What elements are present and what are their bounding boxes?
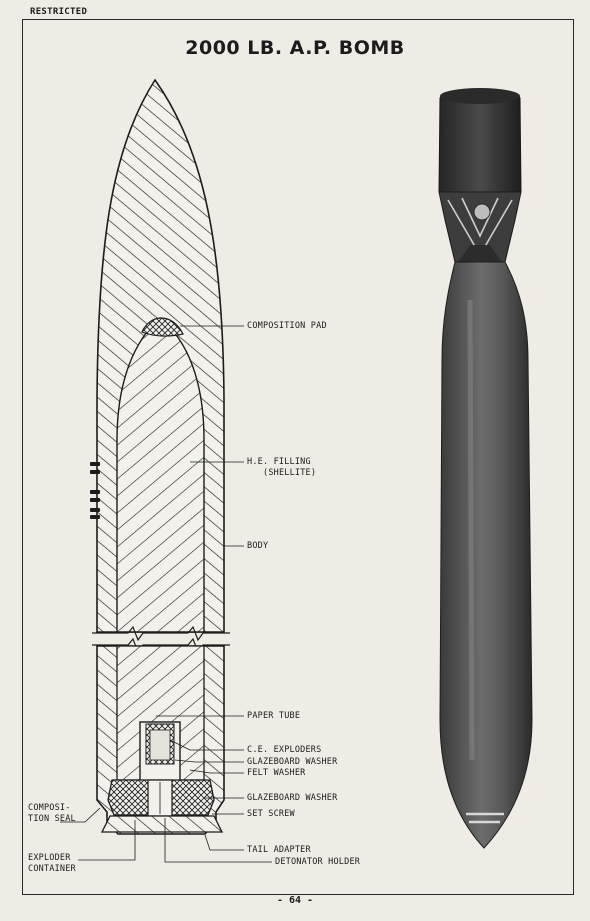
bomb-photo	[439, 88, 532, 848]
label-composition-seal: COMPOSI-	[28, 803, 71, 813]
label-paper-tube: PAPER TUBE	[247, 711, 301, 721]
he-filling-upper	[117, 318, 204, 632]
bomb-cross-section	[60, 80, 272, 862]
label-ce-exploders: C.E. EXPLODERS	[247, 745, 322, 755]
tail-adapter	[102, 816, 222, 832]
ce-exploders	[150, 730, 170, 760]
label-exploder-container-cont: CONTAINER	[28, 864, 76, 874]
label-detonator-holder: DETONATOR HOLDER	[275, 857, 361, 867]
label-he-filling: H.E. FILLING	[247, 457, 311, 467]
label-glazeboard-washer-upper: GLAZEBOARD WASHER	[247, 757, 338, 767]
label-he-filling-shellite: (SHELLITE)	[263, 468, 317, 478]
classification-stamp: RESTRICTED	[30, 7, 88, 17]
label-exploder-container: EXPLODER	[28, 853, 71, 863]
label-glazeboard-washer-lower: GLAZEBOARD WASHER	[247, 793, 338, 803]
page-title: 2000 LB. A.P. BOMB	[185, 37, 405, 59]
page-number: - 64 -	[276, 895, 314, 906]
label-felt-washer: FELT WASHER	[247, 768, 306, 778]
label-tail-adapter: TAIL ADAPTER	[247, 845, 311, 855]
label-composition-seal-cont: TION SEAL	[28, 814, 76, 824]
label-composition-pad: COMPOSITION PAD	[247, 321, 327, 331]
label-set-screw: SET SCREW	[247, 809, 295, 819]
bomb-tail-fin-box	[439, 89, 521, 192]
bomb-body	[440, 262, 532, 848]
label-body: BODY	[247, 541, 269, 551]
suspension-lugs	[90, 462, 100, 519]
